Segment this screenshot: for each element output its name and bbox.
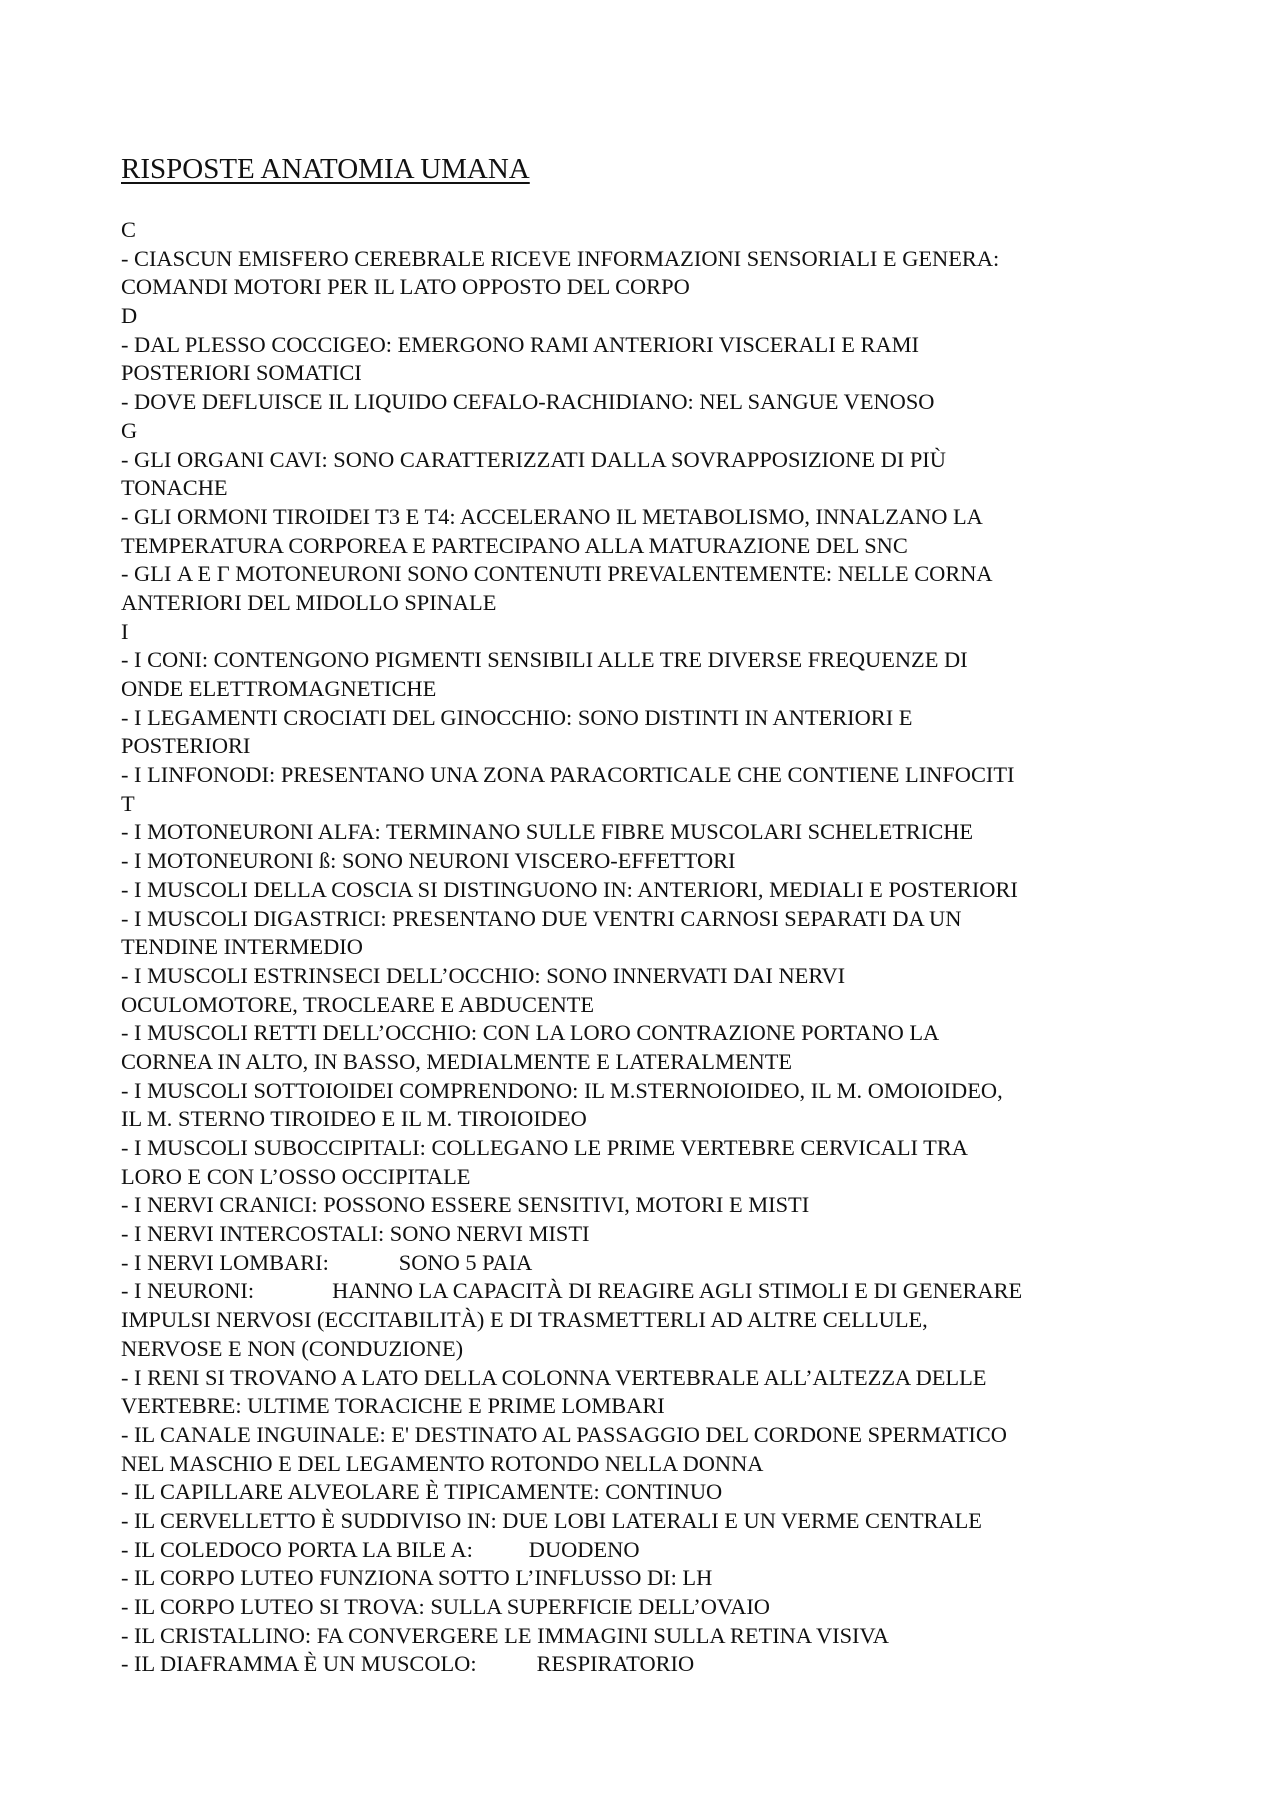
text-segment: - IL COLEDOCO PORTA LA BILE A: [121,1536,473,1562]
text-line: IL M. STERNO TIROIDEO E IL M. TIROIOIDEO [121,1106,587,1132]
text-segment: HANNO LA CAPACITÀ DI REAGIRE AGLI STIMOLI E DI GENERARE [332,1278,1023,1304]
text-line: POSTERIORI [121,733,251,759]
text-line: - IL CERVELLETTO È SUDDIVISO IN: DUE LOBI LATERALI E UN VERME CENTRALE [121,1507,982,1533]
text-line: ONDE ELETTROMAGNETICHE [121,676,437,701]
text-line: D [121,303,138,329]
text-line: - I MUSCOLI ESTRINSECI DELL’OCCHIO: SONO INNERVATI DAI NERVI [121,962,846,988]
text-line: T [121,790,135,816]
text-line: NERVOSE E NON (CONDUZIONE) [121,1335,464,1361]
text-line: OCULOMOTORE, TROCLEARE E ABDUCENTE [121,991,595,1017]
text-line: TEMPERATURA CORPOREA E PARTECIPANO ALLA MATURAZIONE DEL SNC [121,532,908,558]
text-line: IMPULSI NERVOSI (ECCITABILITÀ) E DI TRASMETTERLI AD ALTRE CELLULE, [121,1307,928,1333]
text-line: CORNEA IN ALTO, IN BASSO, MEDIALMENTE E LATERALMENTE [121,1048,793,1074]
text-segment: SONO 5 PAIA [398,1249,533,1275]
text-line: - DOVE DEFLUISCE IL LIQUIDO CEFALO-RACHIDIANO: NEL SANGUE VENOSO [121,389,935,415]
text-line: ANTERIORI DEL MIDOLLO SPINALE [121,589,497,615]
text-segment: DUODENO [528,1536,640,1562]
text-line [121,1277,1181,1306]
text-line: - I MOTONEURONI ALFA: TERMINANO SULLE FIBRE MUSCOLARI SCHELETRICHE [121,819,974,845]
text-line: - IL CANALE INGUINALE: E' DESTINATO AL PASSAGGIO DEL CORDONE SPERMATICO [121,1421,1007,1447]
text-line: TONACHE [121,475,228,501]
text-line: - CIASCUN EMISFERO CEREBRALE RICEVE INFORMAZIONI SENSORIALI E GENERA: [121,245,1000,271]
text-segment: - I NEURONI: [121,1278,255,1304]
text-line: NEL MASCHIO E DEL LEGAMENTO ROTONDO NELLA DONNA [121,1450,764,1476]
text-line: I [121,618,129,644]
text-line: - I MUSCOLI DIGASTRICI: PRESENTANO DUE VENTRI CARNOSI SEPARATI DA UN [121,905,962,931]
text-line: - IL CORPO LUTEO FUNZIONA SOTTO L’INFLUSSO DI: LH [121,1565,713,1591]
document-body [121,216,1181,1679]
text-line: - IL CAPILLARE ALVEOLARE È TIPICAMENTE: CONTINUO [121,1479,723,1505]
text-line: - IL CRISTALLINO: FA CONVERGERE LE IMMAGINI SULLA RETINA VISIVA [121,1622,889,1648]
text-line: - I MUSCOLI SUBOCCIPITALI: COLLEGANO LE PRIME VERTEBRE CERVICALI TRA [121,1135,968,1160]
text-line [121,1650,1181,1679]
text-line: - I MUSCOLI DELLA COSCIA SI DISTINGUONO IN: ANTERIORI, MEDIALI E POSTERIORI [121,876,1018,902]
text-line [121,1536,1181,1565]
text-line: POSTERIORI SOMATICI [121,360,362,386]
text-line: - GLI Α E Γ MOTONEURONI SONO CONTENUTI PREVALENTEMENTE: NELLE CORNA [121,561,993,587]
text-segment: - IL DIAFRAMMA È UN MUSCOLO: [121,1651,477,1677]
text-line: - IL CORPO LUTEO SI TROVA: SULLA SUPERFICIE DELL’OVAIO [121,1594,770,1619]
text-line: LORO E CON L’OSSO OCCIPITALE [121,1163,471,1189]
text-segment: - I NERVI LOMBARI: [121,1249,329,1275]
text-line: G [121,417,138,443]
text-line: COMANDI MOTORI PER IL LATO OPPOSTO DEL CORPO [121,274,690,300]
text-line: - GLI ORGANI CAVI: SONO CARATTERIZZATI DALLA SOVRAPPOSIZIONE DI PIÙ [121,446,946,472]
text-line: - I NERVI CRANICI: POSSONO ESSERE SENSITIVI, MOTORI E MISTI [121,1192,810,1218]
text-line: - I MUSCOLI SOTTOIOIDEI COMPRENDONO: IL M.STERNOIOIDEO, IL M. OMOIOIDEO, [121,1077,1003,1103]
text-line: - GLI ORMONI TIROIDEI T3 E T4: ACCELERANO IL METABOLISMO, INNALZANO LA [121,503,983,529]
text-line [121,1249,1181,1278]
text-line: VERTEBRE: ULTIME TORACICHE E PRIME LOMBARI [121,1393,665,1419]
text-line: - I MOTONEURONI ß: SONO NEURONI VISCERO-EFFETTORI [121,848,736,874]
text-line: - I NERVI INTERCOSTALI: SONO NERVI MISTI [121,1221,590,1247]
text-line: - I RENI SI TROVANO A LATO DELLA COLONNA VERTEBRALE ALL’ALTEZZA DELLE [121,1364,987,1390]
text-line: C [121,217,136,242]
text-line: - I LINFONODI: PRESENTANO UNA ZONA PARACORTICALE CHE CONTIENE LINFOCITI [121,762,1015,788]
document-title: RISPOSTE ANATOMIA UMANA [121,153,530,185]
text-line: - I LEGAMENTI CROCIATI DEL GINOCCHIO: SONO DISTINTI IN ANTERIORI E [121,704,913,730]
text-line: - DAL PLESSO COCCIGEO: EMERGONO RAMI ANTERIORI VISCERALI E RAMI [121,331,919,357]
text-line: - I CONI: CONTENGONO PIGMENTI SENSIBILI ALLE TRE DIVERSE FREQUENZE DI [121,647,968,673]
text-line: TENDINE INTERMEDIO [121,934,363,960]
text-segment: RESPIRATORIO [536,1651,695,1677]
text-line: - I MUSCOLI RETTI DELL’OCCHIO: CON LA LORO CONTRAZIONE PORTANO LA [121,1020,940,1046]
